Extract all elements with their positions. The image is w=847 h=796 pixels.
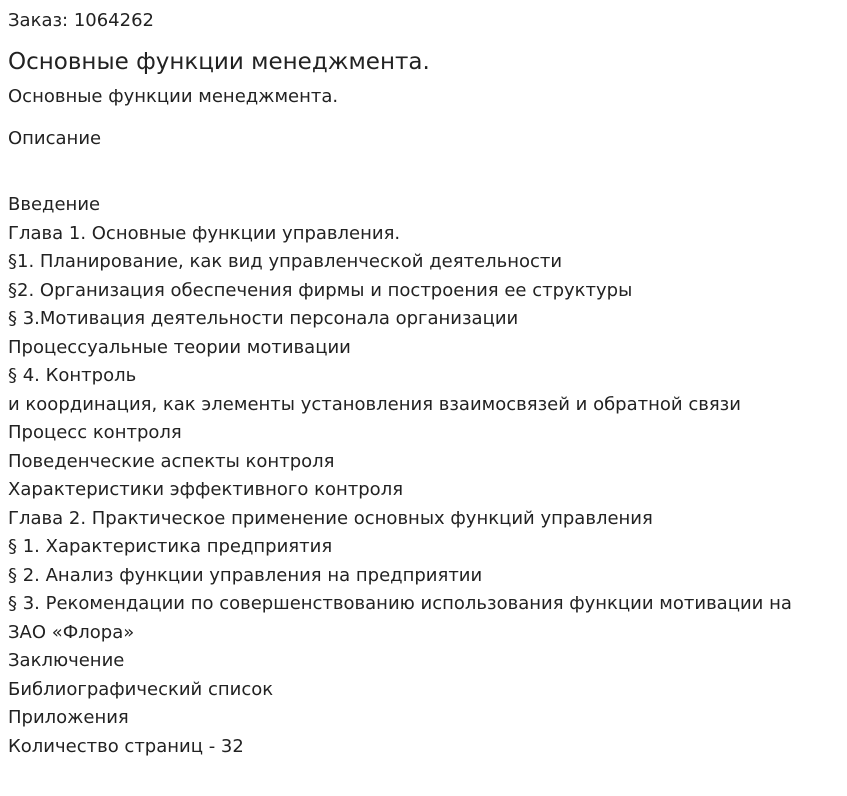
- order-number: Заказ: 1064262: [8, 10, 154, 31]
- toc-item: Заключение: [8, 650, 125, 671]
- toc-item: и координация, как элементы установления взаимосвязей и обратной связи: [8, 393, 741, 415]
- toc-item: § 2. Анализ функции управления на предприятии: [8, 564, 483, 586]
- toc-item: § 3.Мотивация деятельности персонала организации: [8, 308, 519, 329]
- toc-item: Характеристики эффективного контроля: [8, 479, 404, 500]
- toc-item: Глава 1. Основные функции управления.: [8, 222, 401, 244]
- toc-item: §1. Планирование, как вид управленческой деятельности: [8, 251, 563, 272]
- toc-item: §2. Организация обеспечения фирмы и построения ее структуры: [8, 279, 633, 301]
- toc-item: Библиографический список: [8, 678, 274, 700]
- toc-item: § 3. Рекомендации по совершенствованию использования функции мотивации на: [8, 593, 792, 614]
- page-subtitle: Основные функции менеджмента.: [8, 86, 339, 107]
- toc-item: Приложения: [8, 707, 129, 728]
- toc-item: Процесс контроля: [8, 422, 182, 443]
- toc-item: ЗАО «Флора»: [8, 621, 135, 643]
- toc-item: Глава 2. Практическое применение основных функций управления: [8, 507, 653, 529]
- toc-item: § 4. Контроль: [8, 365, 137, 386]
- page-count: Количество страниц - 32: [8, 735, 244, 757]
- description-heading: Описание: [8, 128, 102, 149]
- toc-item: Процессуальные теории мотивации: [8, 336, 351, 358]
- toc-item: § 1. Характеристика предприятия: [8, 536, 333, 557]
- toc-item: Поведенческие аспекты контроля: [8, 450, 335, 472]
- page-title: Основные функции менеджмента.: [8, 49, 430, 75]
- toc-item: Введение: [8, 194, 101, 215]
- table-of-contents: [8, 150, 839, 733]
